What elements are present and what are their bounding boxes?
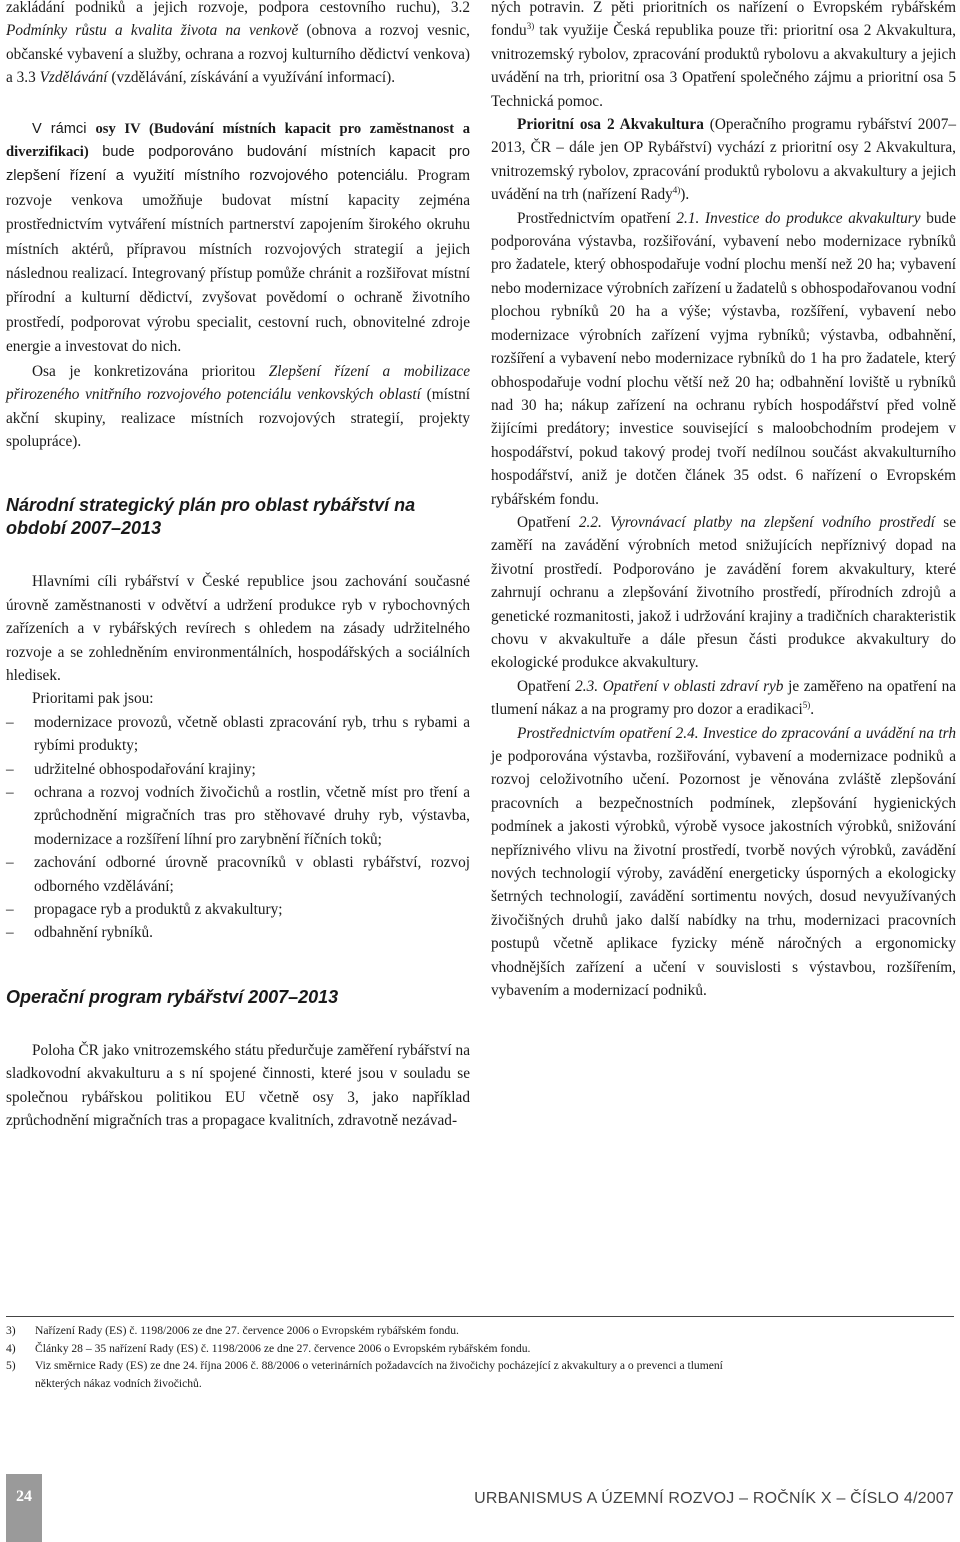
sans-paragraph — [6, 118, 470, 360]
list-item: – ochrana a rozvoj vodních živočichů a rostlin, včetně míst pro tření a zprůchodnění migračních tras pro stěhovavé druhy ryb, výstavba, modernizace a rozšíření líhní pro zarybnění říčních toků; — [6, 781, 470, 851]
footnote-separator — [6, 1316, 954, 1317]
left-column — [6, 0, 470, 1132]
paragraph-intro-left: zakládání podniků a jejich rozvoje, podpora cestovního ruchu), 3.2 Podmínky růstu a kvalita života na venkově (obnova a rozvoj vesnic, občanské vybavení a služby, ochrana a rozvoj kulturního dědictví venkova) a 3.3 Vzdělávání (vzdělávání, získávání a využívání informací). — [6, 0, 470, 87]
list-item: – udržitelné obhospodařování krajiny; — [6, 758, 470, 781]
paragraph-measure-2-3: Opatření 2.3. Opatření v oblasti zdraví ryb je zaměřeno na opatření na tlumení nákaz a na programy pro dozor a eradikaci$^{5)}$. — [491, 677, 957, 719]
paragraph-measure-2-1: Prostřednictvím opatření 2.1. Investice do produkce akvakultury bude podporována výstavba, rozšiřování, vybavení nebo modernizace rybníků pro žadatele, který obhospodařuje vodní plochu menší než 20 ha; vybavení nebo modernizace výrobních zařízení u žadatelů s obhospodařovanou vodní plochou rybníků 20 ha a výše; výstavba, rozšíření, vybavení nebo modernizace výrobních zařízení vyjma rybníků; výstavba, odbahnění, rozšíření a vybavení nebo modernizace rybníků do 1 ha pro žadatele, který obhospodařuje vodní plochu větší než 20 ha; odbahnění loviště u rybníků nad 30 ha; nákup zařízení na ochranu rybích hospodářství před volně žijícími predátory; investice související s maloobchodním prodejem v hospodářství, pokud takový prodej tvoří nedílnou součást akvakulturního hospodářství, aniž je dotčen článek 35 odst. 6 nařízení o Evropském rybářském fondu. — [491, 209, 956, 508]
paragraph-priority-axis-2: Prioritní osa 2 Akvakultura (Operačního programu rybářství 2007–2013, ČR – dále jen OP Rybářství) vychází z prioritní osy 2 Akvakultura, vnitrozemský rybolov, zpracování produktů rybolovu a akvakultury a jejich uvádění na trh (nařízení Rady$^{4)}$). — [491, 116, 956, 204]
paragraph-measure-2-4: Prostřednictvím opatření 2.4. Investice do zpracování a uvádění na trh je podporována výstavba, rozšiřování, vybavení a modernizace podniků a rozvoj celoživotního učení. Pozornost je věnována zvláště zlepšování pracovních a bezpečnostních podmínek, zlepšování hygienických podmínek a jakosti výrobků, výrobě vysoce jakostních výrobků, snižování nepříznivého vlivu na životní prostředí, tvorbě nových výrobků, zavádění nových technologií výroby, zavádění energeticky úsporných a ekologicky šetrných technologií, zavádění sortimentu nových, dosud nevyužívaných živočišných druhů jako další nabídky na trhu, modernizaci pracovních postupů včetně aplikace fyzicky méně náročných a ergonomicky vhodnějších zařízení a učení v souvislosti s výstavbou, rozšířením, vybavením a modernizací podniků. — [491, 724, 956, 1000]
list-item: – modernizace provozů, včetně oblasti zpracování ryb, trhu s rybami a rybími produkty; — [6, 711, 470, 758]
paragraph-priorities-intro: Prioritami pak jsou: — [32, 690, 154, 708]
paragraph-measure-2-2: Opatření 2.2. Vyrovnávací platby na zlepšení vodního prostředí se zaměří na zavádění výrobních metod snižujících nepříznivý dopad na životní prostředí. Podporováno je zavádění forem akvakultury, které zahrnují ochranu a zlepšování životního prostředí, přírodních zdrojů a genetické rozmanitosti, jakož i udržování krajiny a tradičních charakteristik chovu v akvakultuře a dále přesun části produkce akvakultury do ekologické produkce akvakultury. — [491, 513, 956, 672]
list-item: – zachování odborné úrovně pracovníků v oblasti rybářství, rozvoj odborného vzdělávání; — [6, 851, 470, 898]
priorities-list — [6, 711, 470, 945]
page-number: 24 — [6, 1474, 42, 1542]
heading-operational-programme: Operační program rybářství 2007–2013 — [6, 986, 339, 1007]
right-column — [491, 0, 956, 1002]
footnotes — [6, 1322, 956, 1392]
running-footer: URBANISMUS A ÚZEMNÍ ROZVOJ – ROČNÍK X – ČÍSLO 4/2007 — [474, 1490, 954, 1507]
paragraph-main-goals: Hlavními cíli rybářství v České republice jsou zachování současné úrovně zaměstnanosti v odvětví a udržení produkce ryb v rybochovných zařízeních a v rybářských revírech s ohledem na zásady udržitelného rozvoje a se zohledněním environmentálních, hospodářských a sociálních hledisek. — [6, 573, 470, 684]
list-item: – propagace ryb a produktů z akvakultury; — [6, 898, 470, 921]
footnote-continuation: některých nákaz vodních živočichů. — [35, 1376, 202, 1390]
paragraph-cr-position: Poloha ČR jako vnitrozemského státu předurčuje zaměření rybářství na sladkovodní akvakulturu a s ní spojené činnosti, které jsou v souladu se společnou rybářskou politikou EU včetně osy 3, jako například zprůchodnění migračních tras a propagace kvalitních, zdravotně nezávad- — [6, 1041, 470, 1130]
footnote: 5) Viz směrnice Rady (ES) ze dne 24. října 2006 č. 88/2006 o veterinárních požadavcích na živočichy pocházející z akvakultury a o prevenci a tlumení — [6, 1359, 723, 1372]
paragraph-axis-iv: V rámci osy IV (Budování místních kapacit pro zaměstnanost a diverzifikaci) bude podporováno budování místních kapacit pro zlepšení řízení a využití místního rozvojového potenciálu. Program rozvoje venkova umožňuje budovat místní kapacity zejména prostřednictvím vytváření místních partnerství zapojením širokého okruhu místních aktérů, přípravou místních rozvojových strategií a jejich následnou realizací. Integrovaný přístup pomůže chránit a rozšiřovat místní přírodní a kulturní dědictví, zvyšovat povědomí o ochraně životního prostředí, podporovat výrobu specialit, cestovní ruch, obnovitelné zdroje energie a investovat do nich. — [6, 120, 470, 356]
paragraph-priority-axes: ných potravin. Z pěti prioritních os nařízení o Evropském rybářském fondu$^{3)}$ tak využije Česká republika pouze tři: prioritní osa 2 Akvakultura, vnitrozemský rybolov, zpracování produktů rybolovu a akvakultury a jejich uvádění na trh, prioritní osa 3 Opatření společného zájmu a prioritní osa 5 Technická pomoc. — [491, 0, 956, 110]
footnote: 3) Nařízení Rady (ES) č. 1198/2006 ze dne 27. července 2006 o Evropském rybářském fondu. — [6, 1324, 459, 1337]
list-item: – odbahnění rybníků. — [6, 921, 470, 944]
heading-national-strategic-plan: Národní strategický plán pro oblast rybářství na období 2007–2013 — [6, 495, 416, 539]
footnote: 4) Články 28 – 35 nařízení Rady (ES) č. 1198/2006 ze dne 27. července 2006 o Evropském rybářském fondu. — [6, 1341, 531, 1355]
paragraph-axis-priority: Osa je konkretizována prioritou Zlepšení řízení a mobilizace přirozeného vnitřního rozvojového potenciálu venkovských oblastí (místní akční skupiny, realizace místních rozvojových strategií, projekty spolupráce). — [6, 362, 471, 450]
